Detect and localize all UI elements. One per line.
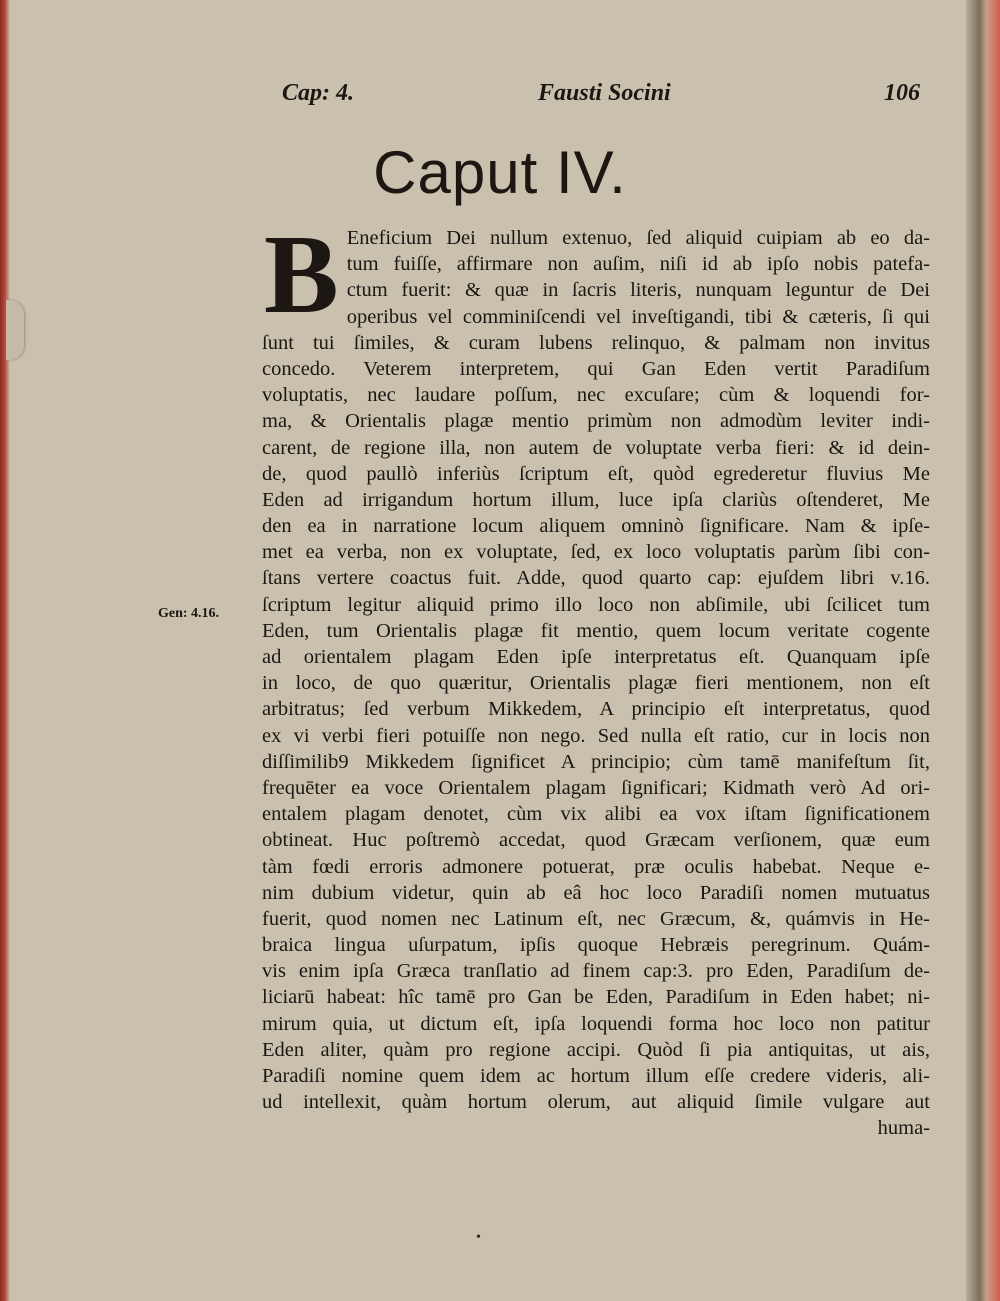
text-line: Eden, tum Orientalis plagæ fit mentio, quem locum veritate cogente [262,619,930,642]
text-line: fuerit, quod nomen nec Latinum eſt, nec Græcum, &, quámvis in He- [262,907,930,930]
text-line: entalem plagam denotet, cùm vix alibi ea vox iſtam ſignificationem [262,803,930,826]
text-line: tum fuiſſe, affirmare non auſim, niſi id ab ipſo nobis patefa- [346,253,930,276]
text-line: Eden aliter, quàm pro regione accipi. Quòd ſi pia antiquitas, ut ais, [262,1038,930,1061]
text-line: nim dubium videtur, quin ab eâ hoc loco Paradiſi nomen mutuatus [262,881,930,904]
text-line: ſunt tui ſimiles, & curam lubens relinquo, & palmam non invitus [262,331,930,354]
text-line: carent, de regione illa, non autem de voluptate verba fieri: & id dein- [262,436,930,459]
text-line: in loco, de quo quæritur, Orientalis plagæ fieri mentionem, non eſt [262,672,930,695]
text-line: ſtans vertere coactus fuit. Adde, quod quarto cap: ejuſdem libri v.16. [262,567,930,590]
text-line: met ea verba, non ex voluptate, ſed, ex loco voluptatis parùm ſibi con- [262,541,930,564]
text-line: liciarū habeat: hîc tamē pro Gan be Eden, Paradiſum in Eden habet; ni- [262,986,930,1009]
text-line: mirum quia, ut dictum eſt, ipſa loquendi forma hoc loco non patitur [262,1012,930,1035]
text-line: de, quod paullò inferiùs ſcriptum eſt, quòd egrederetur fluvius Me [262,462,930,485]
running-header [0,0,1000,120]
text-line: voluptatis, nec laudare poſſum, nec excuſare; cùm & loquendi for- [262,384,930,407]
page-tab [6,300,24,360]
margin-note: Gen: 4.16. [158,606,220,621]
chapter-label: Cap: 4. [282,80,354,106]
author-label: Fausti Socini [538,80,671,106]
text-line: vis enim ipſa Græca tranſlatio ad finem cap:3. pro Eden, Paradiſum de- [262,960,930,983]
text-line: ſcriptum legitur aliquid primo illo loco non abſimile, ubi ſcilicet tum [262,593,930,616]
text-line: diſſimilib9 Mikkedem ſignificet A principio; cùm tamē manifeſtum ſit, [262,750,930,773]
text-line: huma- [877,1117,930,1140]
text-line: Eden ad irrigandum hortum illum, luce ipſa clariùs oſtenderet, Me [262,488,930,511]
chapter-title: Caput IV. [373,139,627,206]
text-line: tàm fœdi erroris admonere potuerat, præ oculis habebat. Neque e- [262,855,930,878]
text-line: Eneficium Dei nullum extenuo, ſed aliquid cuipiam ab eo da- [346,227,930,249]
text-line: operibus vel comminiſcendi vel inveſtigandi, tibi & cæteris, ſi qui [346,305,930,328]
drop-cap: B [264,213,339,337]
text-line: obtineat. Huc poſtremò accedat, quod Græcam verſionem, quæ eum [262,829,930,852]
text-line: ex vi verbi fieri potuiſſe non nego. Sed nulla eſt ratio, cur in locis non [262,724,930,747]
page-mark: • [476,1230,481,1245]
text-line: concedo. Veterem interpretem, qui Gan Eden vertit Paradiſum [262,357,930,380]
text-line: frequēter ea voce Orientalem plagam ſignificari; Kidmath verò Ad ori- [262,776,930,799]
text-line: ctum fuerit: & quæ in ſacris literis, nunquam leguntur de Dei [346,279,930,302]
text-line: den ea in narratione locum aliquem omninò ſignificare. Nam & ipſe- [262,515,930,538]
text-line: braica lingua uſurpatum, ipſis quoque Hebræis peregrinum. Quám- [262,934,930,957]
text-line: arbitratus; ſed verbum Mikkedem, A principio eſt interpretatus, quod [262,698,930,721]
body-text [262,213,930,1142]
text-line: ma, & Orientalis plagæ mentio primùm non admodùm leviter indi- [262,410,930,433]
text-line: ad orientalem plagam Eden ipſe interpretatus eſt. Quanquam ipſe [262,646,930,668]
text-line: Paradiſi nomine quem idem ac hortum illum eſſe credere videris, ali- [262,1065,930,1087]
page-number: 106 [884,80,920,106]
text-line: ud intellexit, quàm hortum olerum, aut aliquid ſimile vulgare aut [262,1091,930,1114]
